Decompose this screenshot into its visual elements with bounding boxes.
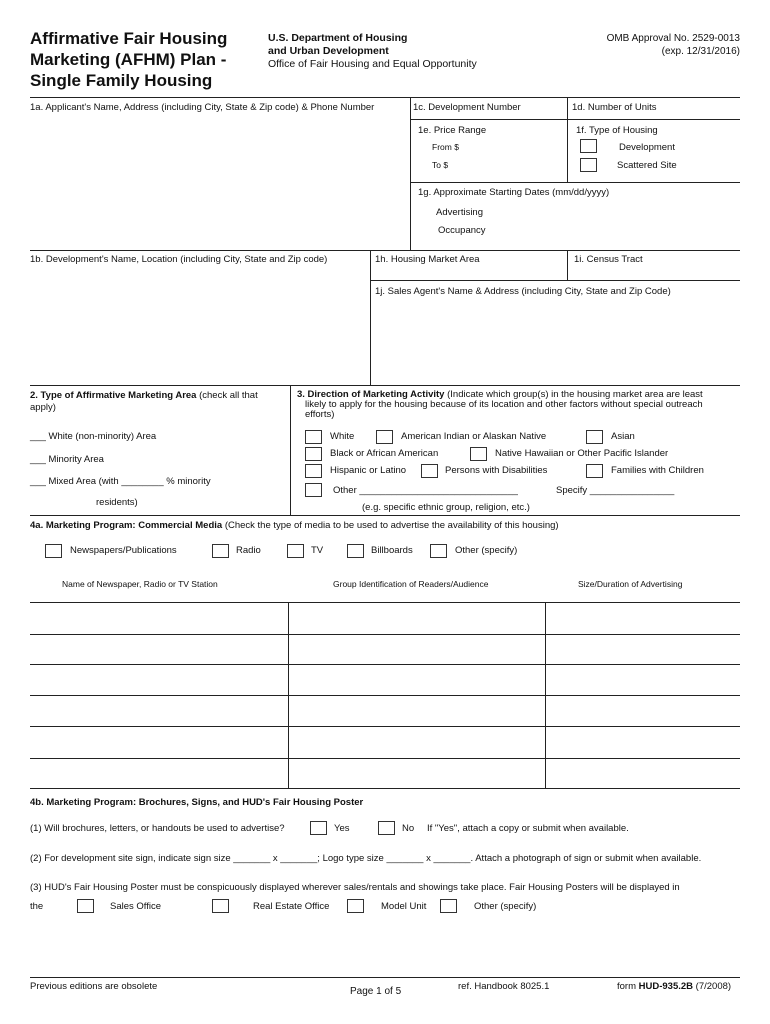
office-name: Office of Fair Housing and Equal Opportunity [268,58,477,70]
divider [30,250,740,251]
section-3-title-rest: (Indicate which group(s) in the housing market area are least [447,389,703,400]
section-2-title [30,391,258,401]
poster-real-estate-label: Real Estate Office [253,901,330,912]
section-2-title-line2: apply) [30,402,56,413]
field-1h-label: 1h. Housing Market Area [375,254,480,265]
section-3-title-bold: 3. Direction of Marketing Activity [297,389,445,400]
table-row [30,726,740,727]
area-mixed-residents: residents) [96,497,138,508]
poster-model-unit-label: Model Unit [381,901,427,912]
poster-sales-office-label: Sales Office [110,901,162,912]
group-families-checkbox[interactable] [586,464,603,478]
divider [410,119,740,120]
media-newspapers-checkbox[interactable] [45,544,62,558]
brochures-yes-checkbox[interactable] [310,821,327,835]
poster-statement: (3) HUD's Fair Housing Poster must be conspicuously displayed wherever sales/rentals and showings take place. Fair Housing Posters will be displayed in [30,882,680,893]
media-other-label: Other (specify) [455,545,518,556]
area-mixed-option[interactable]: ___ Mixed Area (with ________ % minority [30,476,211,487]
agency-name-line1: U.S. Department of Housing [268,32,408,44]
group-disabilities-label: Persons with Disabilities [445,465,548,476]
group-hispanic-checkbox[interactable] [305,464,322,478]
footer-obsolete: Previous editions are obsolete [30,981,158,992]
poster-real-estate-checkbox[interactable] [212,899,229,913]
housing-scattered-checkbox[interactable] [580,158,597,172]
footer-form-id [617,982,731,992]
poster-model-unit-checkbox[interactable] [347,899,364,913]
price-to-label: To $ [432,160,449,170]
media-table-col3-header: Size/Duration of Advertising [578,579,683,589]
section-2-title-rest: (check all that [199,390,258,401]
brochures-yes-label: Yes [334,823,350,834]
field-1g-label: 1g. Approximate Starting Dates (mm/dd/yyyy) [418,187,610,198]
table-row [30,788,740,789]
group-native-hawaiian-checkbox[interactable] [470,447,487,461]
field-1a-label: 1a. Applicant's Name, Address (including City, State & Zip code) & Phone Number [30,102,375,113]
group-native-hawaiian-label: Native Hawaiian or Other Pacific Islander [495,448,669,459]
group-hispanic-label: Hispanic or Latino [330,465,407,476]
field-1c-label: 1c. Development Number [413,102,521,113]
group-asian-checkbox[interactable] [586,430,603,444]
field-1f-label: 1f. Type of Housing [576,125,658,136]
footer-form-prefix: form [617,981,636,992]
start-occupancy-label: Occupancy [438,225,486,236]
group-american-indian-checkbox[interactable] [376,430,393,444]
area-minority-option[interactable]: ___ Minority Area [30,454,104,465]
divider [30,515,740,516]
media-table-col2-header: Group Identification of Readers/Audience [333,579,489,589]
group-specify-field[interactable]: Specify ________________ [556,485,675,496]
divider [290,385,291,515]
section-3-title-line2: likely to apply for the housing because of its location and other factors without special outreach [305,399,703,410]
table-row [30,758,740,759]
field-1e-label: 1e. Price Range [418,125,487,136]
table-column-divider [288,602,289,788]
group-other-checkbox[interactable] [305,483,322,497]
housing-scattered-label: Scattered Site [617,160,677,171]
group-disabilities-checkbox[interactable] [421,464,438,478]
divider [370,250,371,385]
form-title-line: Single Family Housing [30,71,213,90]
media-newspapers-label: Newspapers/Publications [70,545,177,556]
table-row [30,634,740,635]
table-row [30,664,740,665]
media-billboards-checkbox[interactable] [347,544,364,558]
media-radio-checkbox[interactable] [212,544,229,558]
form-title-line: Affirmative Fair Housing [30,29,228,48]
form-title-line: Marketing (AFHM) Plan - [30,50,227,69]
housing-development-label: Development [619,142,675,153]
footer-divider [30,977,740,978]
field-1i-label: 1i. Census Tract [574,254,643,265]
omb-approval: OMB Approval No. 2529-0013 [606,33,740,44]
group-black-label: Black or African American [330,448,439,459]
section-4a-title-bold: 4a. Marketing Program: Commercial Media [30,520,223,531]
field-1j-label: 1j. Sales Agent's Name & Address (including City, State and Zip Code) [375,286,671,297]
footer-form-date: (7/2008) [695,981,732,992]
group-example-note: (e.g. specific ethnic group, religion, etc.) [362,502,530,513]
poster-other-checkbox[interactable] [440,899,457,913]
poster-sales-office-checkbox[interactable] [77,899,94,913]
media-tv-label: TV [311,545,324,556]
table-row [30,602,740,603]
brochures-no-checkbox[interactable] [378,821,395,835]
section-4a-title [30,521,559,531]
brochures-note: If "Yes", attach a copy or submit when available. [427,823,629,834]
omb-expiration: (exp. 12/31/2016) [661,46,740,57]
brochures-question: (1) Will brochures, letters, or handouts be used to advertise? [30,823,285,834]
table-column-divider [545,602,546,788]
housing-development-checkbox[interactable] [580,139,597,153]
agency-name-line2: and Urban Development [268,45,389,57]
price-from-label: From $ [432,142,459,152]
divider [370,280,740,281]
group-white-label: White [330,431,355,442]
group-black-checkbox[interactable] [305,447,322,461]
divider [30,385,740,386]
media-billboards-label: Billboards [371,545,413,556]
divider [30,97,740,98]
group-families-label: Families with Children [611,465,704,476]
section-2-title-bold: 2. Type of Affirmative Marketing Area [30,390,197,401]
media-tv-checkbox[interactable] [287,544,304,558]
start-advertising-label: Advertising [436,207,483,218]
media-radio-label: Radio [236,545,261,556]
group-asian-label: Asian [611,431,635,442]
field-1b-label: 1b. Development's Name, Location (including City, State and Zip code) [30,254,328,265]
section-4b-title: 4b. Marketing Program: Brochures, Signs, and HUD's Fair Housing Poster [30,797,364,808]
footer-form-number: HUD-935.2B [638,981,694,992]
field-1d-label: 1d. Number of Units [572,102,657,113]
divider [410,182,740,183]
divider [567,250,568,280]
sign-size-question: (2) For development site sign, indicate sign size _______ x _______; Logo type size _______ x _______. Attach a photograph of sign or submit when available. [30,853,702,864]
media-table-col1-header: Name of Newspaper, Radio or TV Station [62,579,218,589]
media-other-checkbox[interactable] [430,544,447,558]
poster-other-label: Other (specify) [474,901,537,912]
group-other-label[interactable]: Other ______________________________ [333,485,518,496]
poster-the-label: the [30,901,44,912]
footer-handbook-ref: ref. Handbook 8025.1 [458,981,550,992]
group-white-checkbox[interactable] [305,430,322,444]
table-row [30,695,740,696]
area-white-option[interactable]: ___ White (non-minority) Area [30,431,157,442]
section-4a-title-rest: (Check the type of media to be used to advertise the availability of this housing) [224,520,559,531]
brochures-no-label: No [402,823,415,834]
group-american-indian-label: American Indian or Alaskan Native [401,431,547,442]
section-3-title-line3: efforts) [305,409,335,420]
footer-page-number: Page 1 of 5 [350,986,402,997]
divider [567,97,568,182]
form-title [30,28,227,91]
